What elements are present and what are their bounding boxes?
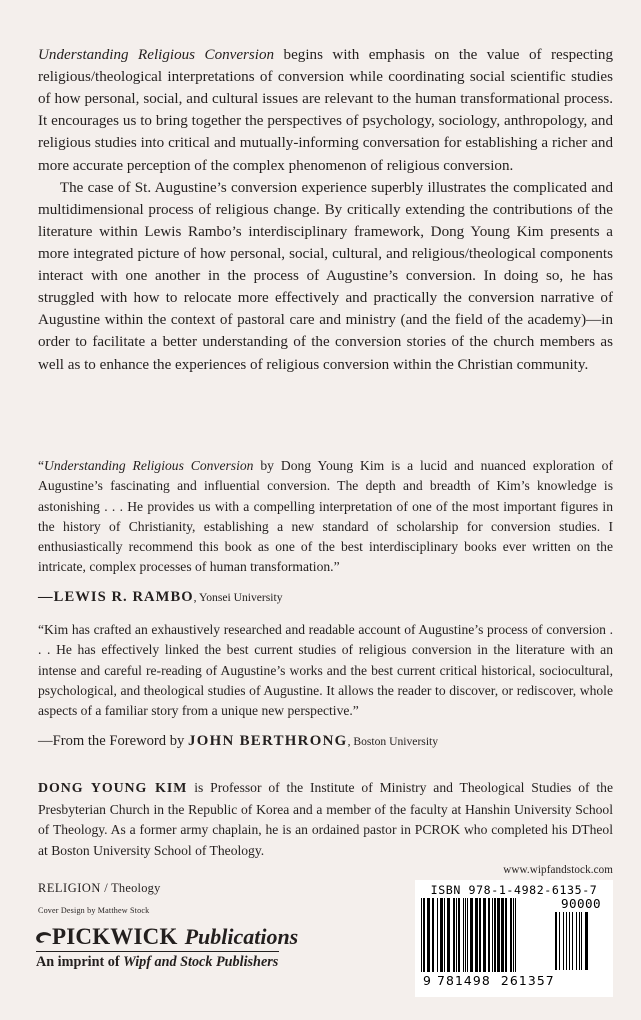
attribution-lead-2: From the Foreword by bbox=[52, 733, 188, 750]
author-bio bbox=[38, 778, 613, 861]
endorsement-quote-2 bbox=[38, 620, 613, 753]
endorsement-quote-1 bbox=[38, 456, 613, 608]
quote-open-mark-2: “ bbox=[38, 622, 45, 637]
attribution-name-2: JOHN BERTHRONG bbox=[187, 733, 348, 750]
attribution-comma-2: , bbox=[347, 735, 354, 749]
category-separator: / bbox=[100, 881, 112, 895]
quote-1-title-italic: Understanding Religious Conversion bbox=[44, 458, 254, 473]
cover-design-credit: Cover Design by Matthew Stock bbox=[38, 906, 150, 915]
imprint-publisher-name: Wipf and Stock Publishers bbox=[123, 953, 279, 970]
description-paragraph-2: The case of St. Augustine’s conversion experience superbly illustrates the complicated and multidimensional process of religious change. By critically extending the contributions of the literature within Lewis Rambo’s interdisciplinary framework, Dong Young Kim presents a more integrated picture of how personal, social, cultural, and religious/theological components interact with one another in the process of Augustine’s conversion. In doing so, he has struggled with how to relocate more effectively and practically the conversion narrative of Augustine within the context of pastoral care and ministry (and the field of the academy)—in order to facilitate a better understanding of the conversion stories of the church members as well as to enhance the experiences of religious conversion within the Christian community. bbox=[38, 179, 613, 373]
isbn-text: ISBN 978-1-4982-6135-7 bbox=[430, 883, 598, 897]
ean13-barcode-graphic bbox=[421, 898, 549, 972]
attribution-affiliation-2: Boston University bbox=[353, 735, 439, 749]
publisher-imprint-block bbox=[36, 924, 299, 971]
quote-open-mark-1: “ bbox=[38, 458, 45, 473]
attribution-name-1: LEWIS R. RAMBO bbox=[53, 588, 194, 605]
addon-barcode-group bbox=[555, 895, 607, 972]
endorsement-1-text bbox=[38, 456, 613, 578]
isbn-barcode-block bbox=[415, 880, 613, 997]
addon-digits: 90000 bbox=[561, 895, 601, 911]
author-bio-text: is Professor of the Institute of Ministry and Theological Studies of the Presbyterian Church in the Republic of Korea and a member of the faculty at Hanshin University School of Theology. As a former army chaplain, he is an ordained pastor in PCROK who completed his DTheol at Boston University School of Theology. bbox=[38, 780, 613, 858]
endorsement-2-attribution bbox=[38, 730, 613, 753]
endorsement-1-attribution bbox=[38, 587, 613, 609]
imprint-lead-text: An imprint of bbox=[36, 953, 124, 970]
publisher-website: www.wipfandstock.com bbox=[503, 864, 613, 876]
book-description bbox=[38, 44, 613, 376]
barcode-bars-row bbox=[421, 895, 607, 972]
description-paragraph-1 bbox=[38, 44, 613, 177]
leaf-quill-icon bbox=[36, 924, 51, 935]
category-main: RELIGION bbox=[38, 881, 101, 895]
attribution-dash-1: — bbox=[38, 588, 54, 605]
imprint-line bbox=[36, 954, 284, 971]
imprint-divider bbox=[36, 951, 279, 952]
subject-category bbox=[38, 881, 161, 896]
pickwick-logo bbox=[36, 924, 299, 950]
quote-2-body: Kim has crafted an exhaustively researched and readable account of Augustine’s process of conversion . . . He has effectively linked the best current studies of religious conversion in the literature with an intense and careful re-reading of Augustine’s works and the best current critical historical, sociocultural, psychological, and theological studies of Augustine. It allows the reader to discover, or rediscover, whole aspects of a familiar story from a unique new perspective.” bbox=[38, 622, 613, 718]
author-name: DONG YOUNG KIM bbox=[38, 781, 188, 796]
ean-group-1: 781498 bbox=[436, 972, 491, 988]
description-paragraph-1-body: begins with emphasis on the value of respecting religious/theological interpretations of conversion while coordinating social scientific studies of how personal, social, and cultural issues are relevant to the human transformational process. It encourages us to bring together the perspectives of psychology, sociology, anthropology, and religious studies into critical and mutually-informing conversation for establishing a richer and more accurate perception of the complex phenomenon of religious conversion. bbox=[38, 47, 614, 174]
attribution-dash-2: — bbox=[38, 733, 53, 750]
logo-pickwick-text: PICKWICK bbox=[52, 924, 178, 949]
ean13-digits bbox=[421, 973, 607, 988]
ean-first-digit: 9 bbox=[423, 972, 432, 988]
book-title-italic: Understanding Religious Conversion bbox=[38, 47, 275, 63]
logo-publications-text: Publications bbox=[184, 924, 299, 949]
ean-group-2: 261357 bbox=[500, 972, 555, 988]
attribution-affiliation-1: Yonsei University bbox=[199, 590, 283, 604]
quote-1-body: by Dong Young Kim is a lucid and nuanced exploration of Augustine’s fascinating and influential conversion. The depth and breadth of Kim’s knowledge is astonishing . . . He provides us with a compelling interpretation of one of the most important figures in the history of Christianity, establishing a new standard of scholarship for conversion studies. I enthusiastically recommend this book as one of the best interdisciplinary books ever written on the intricate, complex processes of human transformation.” bbox=[38, 458, 614, 575]
category-sub: Theology bbox=[111, 881, 161, 895]
attribution-comma-1: , bbox=[193, 590, 200, 604]
endorsement-2-text bbox=[38, 620, 613, 721]
